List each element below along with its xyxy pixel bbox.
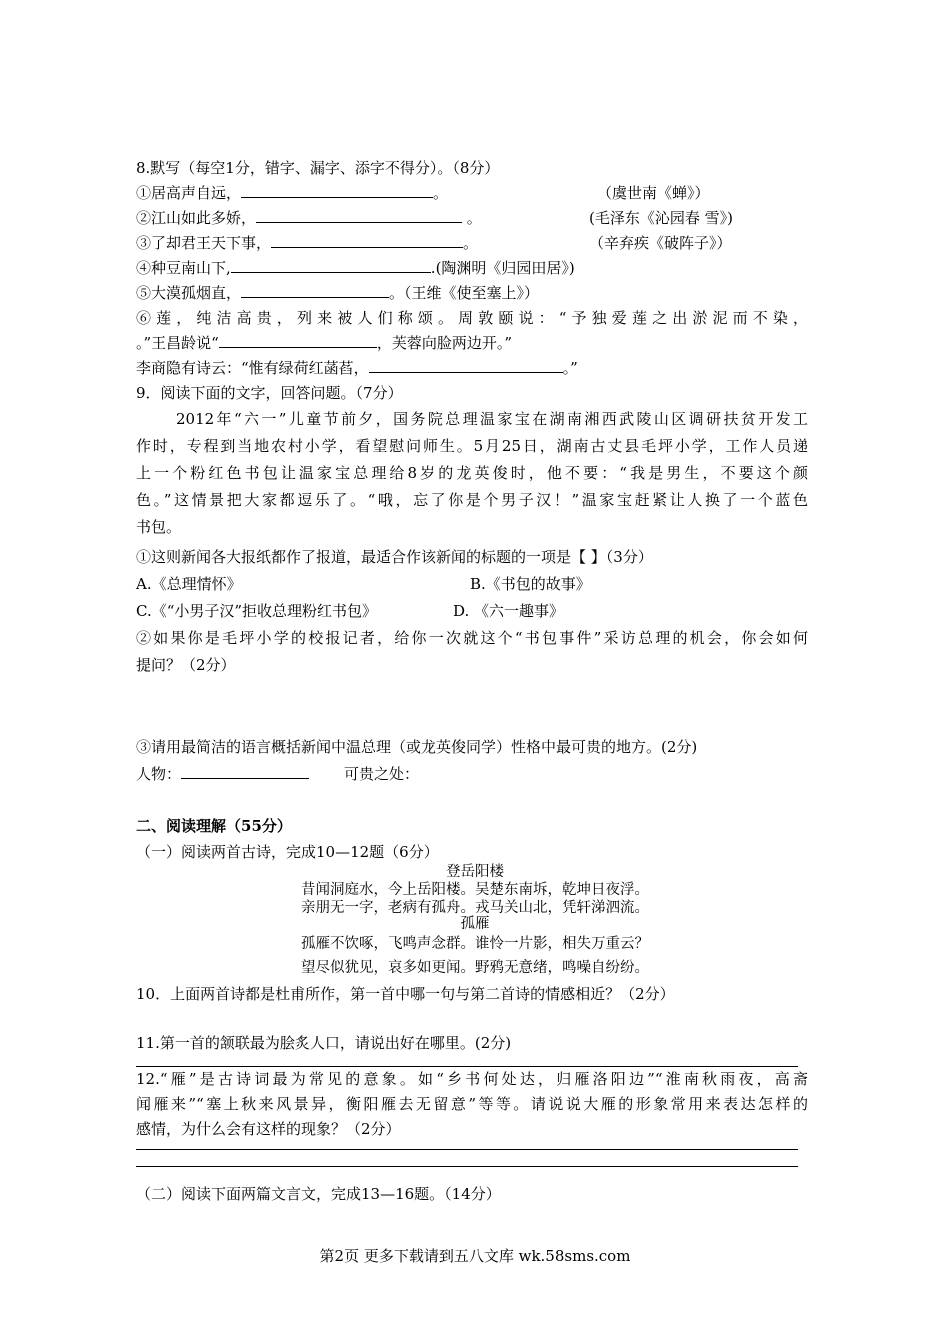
- q8-item-6-line-3: [136, 358, 578, 378]
- q8-item-1-blank[interactable]: [241, 183, 433, 198]
- q8-item-2-blank[interactable]: [256, 208, 462, 223]
- q9-merit-label: 可贵之处：: [344, 765, 420, 783]
- q12-line-2: 闻雁来”“塞上秋来风景异，衡阳雁去无留意”等等。请说说大雁的形象常用来表达怎样的: [136, 1095, 808, 1113]
- q9-passage-line-3: 上一个粉红色书包让温家宝总理给8岁的龙英俊时，他不要：“我是男生，不要这个颜: [136, 464, 808, 482]
- q9-sub2-line-1: ②如果你是毛坪小学的校报记者，给你一次就这个“书包事件”采访总理的机会，你会如何: [136, 629, 808, 647]
- section2-part1-title: （一）阅读两首古诗，完成10—12题（6分）: [136, 843, 439, 861]
- q8-item-4-suffix: .: [430, 259, 436, 277]
- q9-sub3: ③请用最简洁的语言概括新闻中温总理（或龙英俊同学）性格中最可贵的地方。(2分): [136, 738, 698, 756]
- poem1-line-2: 亲朋无一字，老病有孤舟。戎马关山北，凭轩涕泗流。: [301, 900, 649, 916]
- q8-item-1-prefix: ①居高声自远，: [136, 184, 242, 202]
- poem2-line-1: 孤雁不饮啄，飞鸣声念群。谁怜一片影，相失万重云？: [301, 936, 649, 952]
- q12-line-1: 12.“雁”是古诗词最为常见的意象。如“乡书何处达，归雁洛阳边”“淮南秋雨夜，高斋: [136, 1070, 808, 1088]
- q12-answer-line-1[interactable]: [136, 1149, 798, 1150]
- q9-sub1: ①这则新闻各大报纸都作了报道，最适合作该新闻的标题的一项是【 】（3分）: [136, 548, 653, 566]
- q8-item-3: [136, 233, 478, 253]
- q9-passage-line-4: 色。”这情景把大家都逗乐了。“哦，忘了你是个男子汉！”温家宝赶紧让人换了一个蓝色: [136, 491, 808, 509]
- q8-item-3-prefix: ③了却君王天下事，: [136, 234, 272, 252]
- q8-item-4-prefix: ④种豆南山下,: [136, 259, 231, 277]
- q8-item-1: [136, 183, 448, 203]
- q9-person-label: 人物：: [136, 765, 182, 783]
- q8-item-5-source: （王维《使至塞上》）: [404, 284, 540, 302]
- q8-item-2: [136, 208, 482, 228]
- q9-passage-line-5: 书包。: [136, 518, 182, 536]
- q8-item-1-source: （虞世南《蝉》）: [597, 184, 710, 202]
- q8-item-2-source: (毛泽东《沁园春 雪》): [589, 209, 733, 227]
- q8-item-4: [136, 258, 575, 278]
- q8-item-2-suffix: 。: [462, 209, 482, 227]
- q9-person-blank[interactable]: [181, 764, 309, 779]
- q9-option-a[interactable]: A.《总理情怀》: [136, 575, 242, 593]
- q8-item-6-line-3-b: 。”: [562, 359, 578, 377]
- poem1-line-1: 昔闻洞庭水，今上岳阳楼。吴楚东南坼，乾坤日夜浮。: [301, 882, 649, 898]
- q8-item-3-blank[interactable]: [271, 233, 463, 248]
- q8-item-5-prefix: ⑤大漠孤烟直，: [136, 284, 242, 302]
- q8-item-6-line-3-a: 李商隐有诗云：“惟有绿荷红菡萏，: [136, 359, 369, 377]
- q8-item-5: [136, 283, 539, 303]
- q8-item-4-source: (陶渊明《归园田居》): [435, 259, 575, 277]
- poem2-line-2: 望尽似犹见，哀多如更闻。野鸦无意绪，鸣噪自纷纷。: [301, 960, 649, 976]
- q9-option-c[interactable]: C.《“小男子汉”拒收总理粉红书包》: [136, 602, 378, 620]
- q9-title: 9．阅读下面的文字，回答问题。（7分）: [136, 384, 403, 402]
- section2-part2-title: （二）阅读下面两篇文言文，完成13—16题。（14分）: [136, 1185, 501, 1203]
- q9-passage-line-1: 2012年“六一”儿童节前夕，国务院总理温家宝在湖南湘西武陵山区调研扶贫开发工: [176, 410, 808, 428]
- q8-item-6-blank-1[interactable]: [219, 333, 377, 348]
- q11-answer-line[interactable]: [136, 1066, 798, 1067]
- q8-item-2-prefix: ②江山如此多娇，: [136, 209, 257, 227]
- q10: 10．上面两首诗都是杜甫所作，第一首中哪一句与第二首诗的情感相近？（2分）: [136, 985, 675, 1003]
- q8-item-5-suffix: 。: [389, 284, 405, 302]
- page-footer: 第2页 更多下载请到五八文库 wk.58sms.com: [319, 1247, 631, 1265]
- poem2-title: 孤雁: [460, 916, 490, 932]
- q8-item-6-line-2-a: 。”王昌龄说“: [136, 334, 219, 352]
- poem1-title: 登岳阳楼: [446, 864, 504, 880]
- q8-item-6-line-1: ⑥莲，纯洁高贵，列来被人们称颂。周敦颐说：“予独爱莲之出淤泥而不染，: [136, 309, 808, 327]
- q8-item-1-suffix: 。: [433, 184, 449, 202]
- q8-item-3-suffix: 。: [463, 234, 479, 252]
- q11: 11.第一首的颔联最为脍炙人口，请说出好在哪里。(2分): [136, 1034, 512, 1052]
- q9-sub2-line-2: 提问？（2分）: [136, 656, 236, 674]
- q8-item-3-source: （辛弃疾《破阵子》）: [589, 234, 732, 252]
- q9-option-b[interactable]: B.《书包的故事》: [470, 575, 591, 593]
- q12-line-3: 感情，为什么会有这样的现象？（2分）: [136, 1120, 401, 1138]
- q8-item-6-line-2-b: ，芙蓉向脸两边开。”: [376, 334, 513, 352]
- q12-answer-line-2[interactable]: [136, 1166, 798, 1167]
- q9-passage-line-2: 作时，专程到当地农村小学，看望慰问师生。5月25日，湖南古丈县毛坪小学，工作人员递: [136, 437, 808, 455]
- q8-item-6-line-2: [136, 333, 512, 353]
- q8-title: 8.默写（每空1分，错字、漏字、添字不得分）。（8分）: [136, 159, 500, 177]
- q8-item-6-blank-2[interactable]: [369, 358, 563, 373]
- q9-option-d[interactable]: D. 《六一趣事》: [453, 602, 565, 620]
- section2-title: 二、阅读理解（55分）: [136, 817, 292, 835]
- q8-item-4-blank[interactable]: [231, 258, 431, 273]
- q9-person-row: [136, 764, 309, 784]
- q8-item-5-blank[interactable]: [241, 283, 389, 298]
